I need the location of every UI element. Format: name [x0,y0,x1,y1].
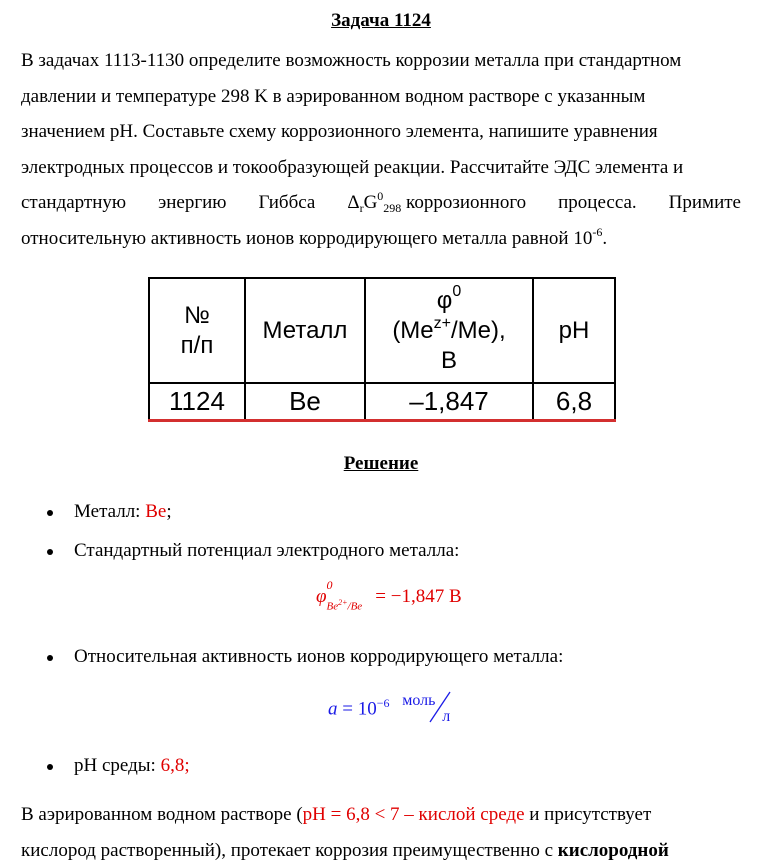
header-potential: $\varphi^0$ $(Me^{z+}/Me)$, В [365,278,533,383]
bullet-dot [47,510,53,516]
ph-value: 6,8; [161,755,190,776]
table-row [149,383,615,421]
activity-formula: $a = 10^{-6}$ моль л [328,696,456,720]
statement-line-3: значением pH. Составьте схему коррозионного элемента, напишите уравнения [21,114,741,150]
statement-line-6: относительную активность ионов корродирующего металла равной $10^{-6}$. [21,221,741,257]
delta-symbol: Δ [347,192,359,213]
cell-metal: Be [245,383,365,421]
cell-potential: –1,847 [365,383,533,421]
problem-title: Задача 1124 [0,10,762,32]
solution-line-2: кислород растворенный), протекает коррозия преимущественно с кислородной [21,833,741,868]
header-number: № п/п [149,278,245,383]
header-ph: pH [533,278,615,383]
problem-statement [21,43,741,256]
statement-line-4: электродных процессов и токообразующей реакции. Рассчитайте ЭДС элемента и [21,150,741,186]
header-metal: Металл [245,278,365,383]
solution-title: Решение [0,453,762,475]
cell-number: 1124 [149,383,245,421]
unit-fraction: моль л [394,696,456,718]
table-header-row [149,278,615,383]
metal-value: Be [145,501,166,522]
bullet-dot [47,549,53,555]
bullet-dot [47,655,53,661]
statement-line-1: В задачах 1113-1130 определите возможность коррозии металла при стандартном [21,43,741,79]
potential-formula: φ 0 $Be^{2+}/Be$ = −1,847 В [316,586,462,608]
solution-line-1: В аэрированном водном растворе (pH = 6,8 < 7 – кислой среде и присутствует [21,797,741,833]
solution-paragraph [21,797,741,868]
bullet-dot [47,764,53,770]
cell-ph: 6,8 [533,383,615,421]
statement-line-5: стандартную энергию Гиббса $\Delta_rG^0_{298}$ коррозионного процесса. Примите [21,185,741,221]
statement-line-2: давлении и температуре 298 K в аэрированном водном растворе с указанным [21,79,741,115]
problem-data-table [148,277,616,422]
